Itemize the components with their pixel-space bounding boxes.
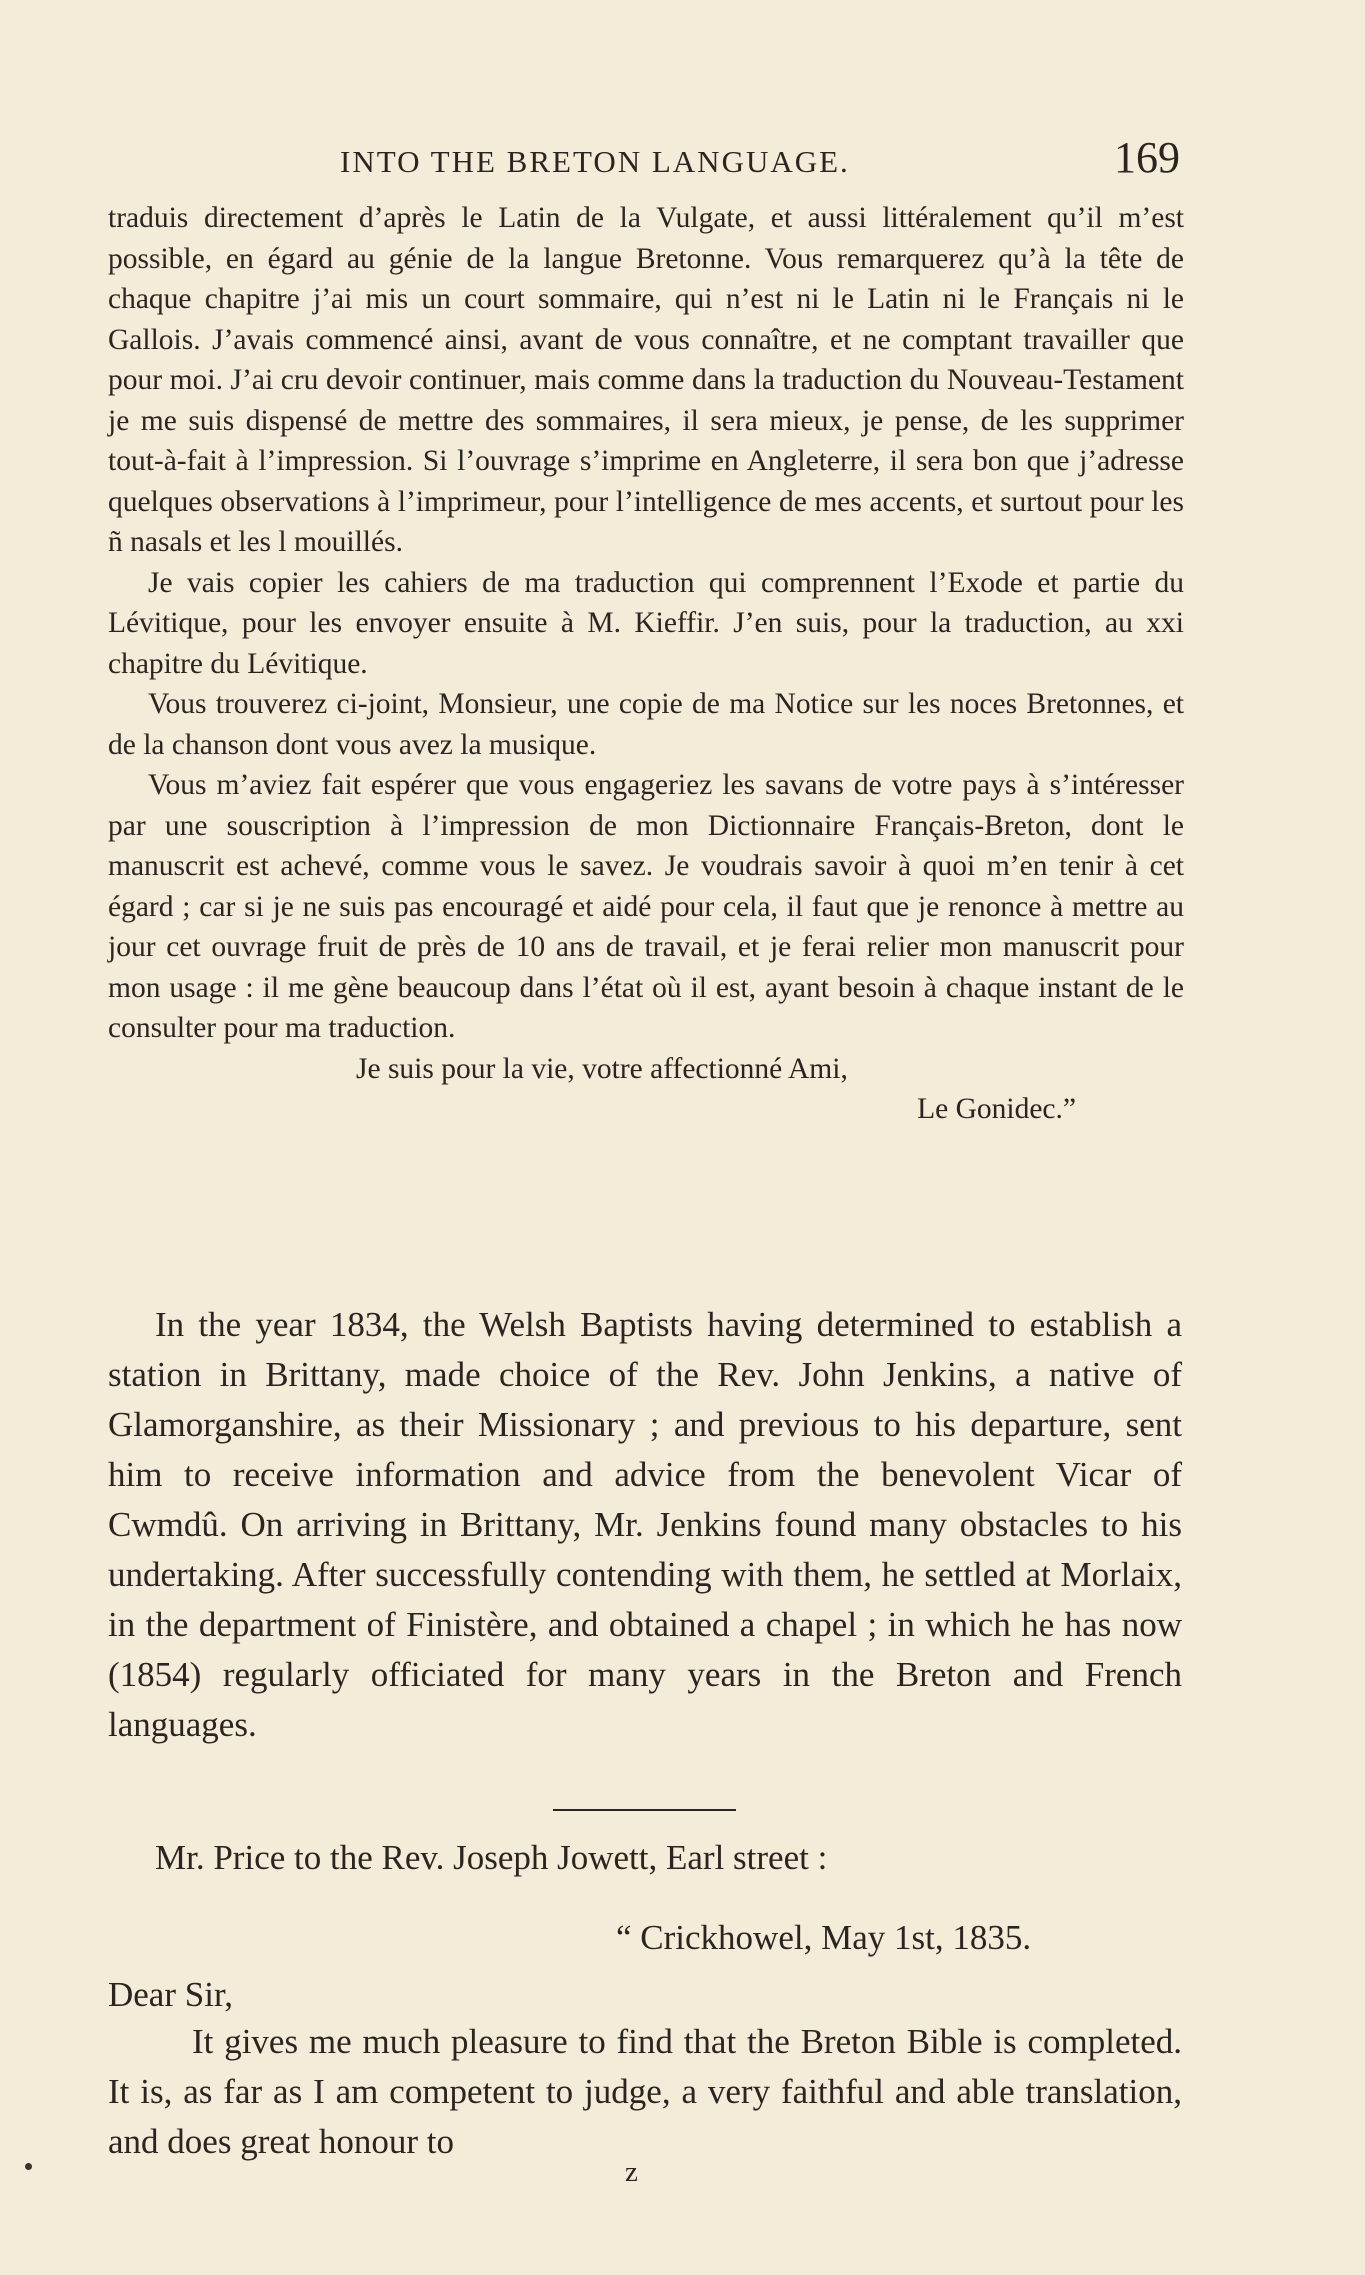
running-head: INTO THE BRETON LANGUAGE. [340, 144, 850, 179]
french-letter [108, 198, 1184, 1130]
letter-address: Mr. Price to the Rev. Joseph Jowett, Earl street : [155, 1838, 828, 1877]
letter-paragraph: Vous trouverez ci-joint, Monsieur, une copie de ma Notice sur les noces Bretonnes, et de la chanson dont vous avez la musique. [108, 688, 1184, 761]
second-letter-paragraph: It gives me much pleasure to find that the Breton Bible is completed. It is, as far as I am competent to judge, a very faithful and able translation, and does great honour to [108, 2022, 1182, 2161]
section-divider [553, 1809, 736, 1811]
letter-paragraph: Je vais copier les cahiers de ma traduction qui comprennent l’Exode et partie du Lévitique, pour les envoyer ensuite à M. Kieffir. J’en suis, pour la traduction, au xxi chapitre du Lévitique. [108, 566, 1184, 680]
letter-paragraph: Vous m’aviez fait espérer que vous engageriez les savans de votre pays à s’intéresser par une souscription à l’impression de mon Dictionnaire Français-Breton, dont le manuscrit est achevé, comme vous le savez. Je voudrais savoir à quoi m’en tenir à cet égard ; car si je ne suis pas encouragé et aidé pour cela, il faut que je renonce à mettre au jour cet ouvrage fruit de près de 10 ans de travail, et je ferai relier mon manuscrit pour mon usage : il me gène beaucoup dans l’état où il est, ayant besoin à chaque instant de le consulter pour ma traduction. [108, 769, 1184, 1044]
letter-paragraph: traduis directement d’après le Latin de la Vulgate, et aussi littéralement qu’il m’est possible, en égard au génie de la langue Bretonne. Vous remarquerez qu’à la tête de chaque chapitre j’ai mis un court sommaire, qui n’est ni le Latin ni le Français ni le Gallois. J’avais commencé ainsi, avant de vous connaître, et ne comptant travailler que pour moi. J’ai cru devoir continuer, mais comme dans la traduction du Nouveau-Testament je me suis dispensé de mettre des sommaires, il sera mieux, je pense, de les supprimer tout-à-fait à l’impression. Si l’ouvrage s’imprime en Angleterre, il sera bon que j’adresse quelques observations à l’imprimeur, pour l’intelligence de mes accents, et surtout pour les ñ nasals et les l mouillés. [108, 202, 1184, 558]
letter-dateline: “ Crickhowel, May 1st, 1835. [616, 1918, 1032, 1957]
second-letter-body [108, 2017, 1182, 2167]
page-header [340, 132, 1180, 183]
letter-closing: Je suis pour la vie, votre affectionné Ami, [356, 1052, 848, 1085]
page-number: 169 [1114, 133, 1180, 182]
signature-mark: z [625, 2156, 638, 2188]
narrative-section [108, 1300, 1182, 1750]
letter-salutation: Dear Sir, [108, 1975, 233, 2014]
narrative-paragraph: In the year 1834, the Welsh Baptists having determined to establish a station in Brittany, made choice of the Rev. John Jenkins, a native of Glamorganshire, as their Missionary ; and previous to his departure, sent him to receive information and advice from the benevolent Vicar of Cwmdû. On arriving in Brittany, Mr. Jenkins found many obstacles to his undertaking. After successfully contending with them, he settled at Morlaix, in the department of Finistère, and obtained a chapel ; in which he has now (1854) regularly officiated for many years in the Breton and French languages. [108, 1305, 1182, 1744]
margin-dot [25, 2163, 32, 2170]
letter-signature: Le Gonidec.” [917, 1093, 1076, 1125]
